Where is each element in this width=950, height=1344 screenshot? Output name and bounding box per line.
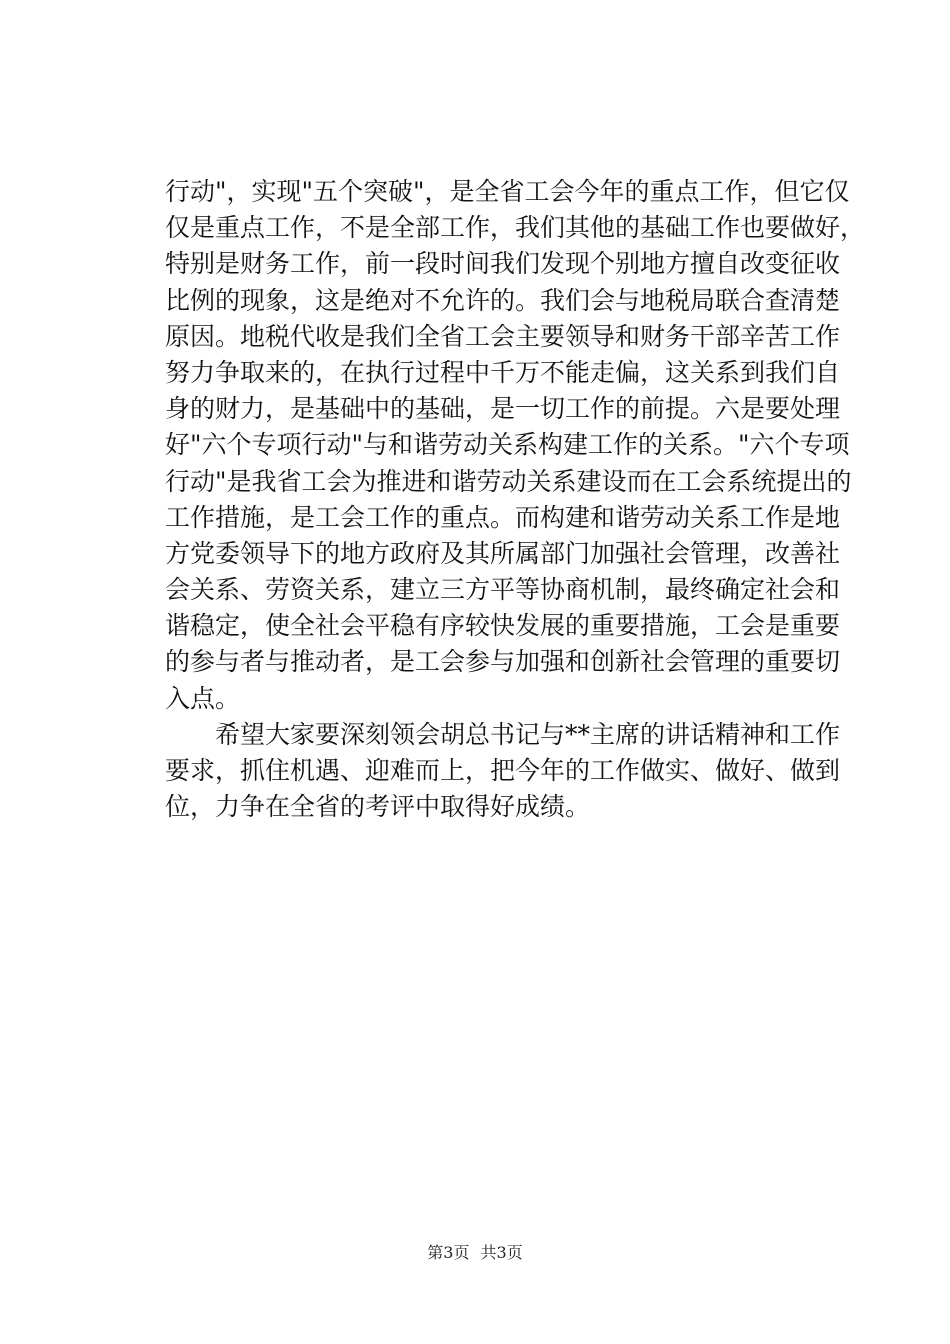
document-body: [165, 174, 866, 825]
paragraph-1-line-9: 行动"是我省工会为推进和谐劳动关系建设而在工会系统提出的: [165, 466, 852, 496]
paragraph-1-line-3: 特别是财务工作，前一段时间我们发现个别地方擅自改变征收: [165, 249, 841, 279]
paragraph-2-line-1: 希望大家要深刻领会胡总书记与**主席的讲话精神和工作: [215, 719, 841, 749]
page-total-label: 共3页: [480, 1243, 523, 1262]
paragraph-1-line-15: 入点。: [165, 683, 241, 713]
paragraph-1-line-4: 比例的现象，这是绝对不允许的。我们会与地税局联合查清楚: [165, 285, 841, 315]
paragraph-1-line-2: 仅是重点工作，不是全部工作，我们其他的基础工作也要做好，: [165, 213, 866, 243]
page-number-label: 第3页: [427, 1243, 470, 1262]
paragraph-1-line-13: 谐稳定，使全社会平稳有序较快发展的重要措施，工会是重要: [165, 611, 841, 641]
paragraph-1-line-1: 行动"，实现"五个突破"，是全省工会今年的重点工作，但它仅: [165, 177, 850, 206]
paragraph-1-line-5: 原因。地税代收是我们全省工会主要领导和财务干部辛苦工作: [165, 321, 841, 351]
paragraph-1-line-8: 好"六个专项行动"与和谐劳动关系构建工作的关系。"六个专项: [165, 430, 850, 460]
paragraph-1-line-7: 身的财力，是基础中的基础，是一切工作的前提。六是要处理: [165, 394, 841, 424]
paragraph-2-line-3: 位，力争在全省的考评中取得好成绩。: [165, 792, 591, 822]
paragraph-1-line-11: 方党委领导下的地方政府及其所属部门加强社会管理，改善社: [165, 538, 841, 568]
paragraph-2-line-2: 要求，抓住机遇、迎难而上，把今年的工作做实、做好、做到: [165, 756, 841, 785]
paragraph-1-line-12: 会关系、劳资关系，建立三方平等协商机制，最终确定社会和: [165, 575, 841, 605]
paragraph-1-line-10: 工作措施，是工会工作的重点。而构建和谐劳动关系工作是地: [165, 502, 841, 532]
paragraph-1-line-14: 的参与者与推动者，是工会参与加强和创新社会管理的重要切: [165, 647, 841, 677]
page-footer: [0, 1243, 950, 1263]
paragraph-1-line-6: 努力争取来的，在执行过程中千万不能走偏，这关系到我们自: [165, 357, 841, 387]
